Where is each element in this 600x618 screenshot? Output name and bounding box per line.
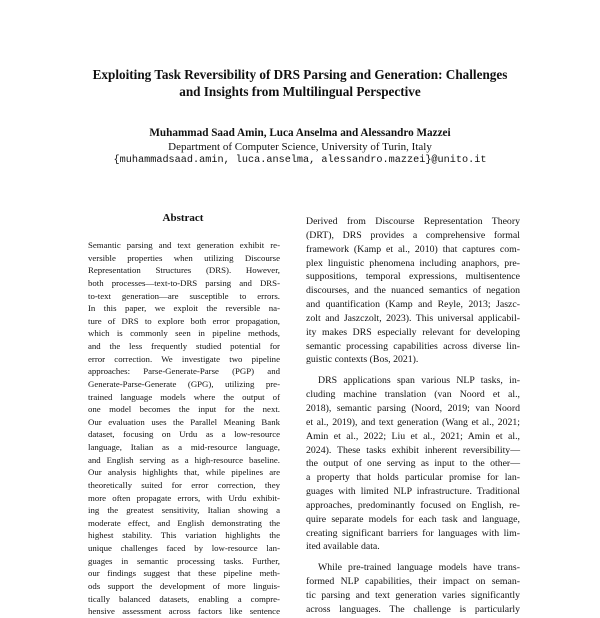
body-line: tic parsing and text generation varies significantly	[306, 589, 520, 601]
body-line: et al., 2019), and text generation (Wang et al., 2021;	[306, 416, 520, 428]
abstract-line: Our evaluation uses the Parallel Meaning Bank	[88, 416, 280, 427]
body-line: and quantification (Kamp and Reyle, 2013; Jaszc-	[306, 299, 520, 311]
abstract-line: Generate-Parse-Generate (GPG), utilizing pre-	[88, 378, 280, 389]
abstract-line: both processes—text-to-DRS parsing and DRS-	[88, 277, 280, 288]
body-paragraph	[306, 215, 520, 367]
body-line: 2018), semantic parsing (Noord, 2019; van Noord	[306, 402, 520, 414]
body-paragraph	[306, 374, 520, 554]
body-line: a property that holds particular promise for lan-	[306, 472, 520, 484]
author-emails: {muhammadsaad.amin, luca.anselma, alessandro.mazzei}@unito.it	[113, 155, 487, 166]
body-line: 2024). These tasks exhibit inherent reversibility—	[306, 444, 520, 456]
body-line: discourses, and the nuanced semantics of negation	[306, 285, 520, 297]
abstract-line: one model becomes the input for the next.	[88, 404, 280, 415]
abstract-line: ture of DRS to explore both error propagation,	[88, 315, 280, 326]
affiliation: Department of Computer Science, University of Turin, Italy	[168, 141, 432, 153]
body-line: ited available data.	[306, 541, 380, 553]
body-line: zolt and Jaszczolt, 2023). This universal applicabil-	[306, 312, 520, 324]
abstract-body	[88, 239, 280, 618]
abstract-line: In this paper, we exploit the reversible na-	[88, 303, 280, 314]
right-column-body	[306, 215, 520, 617]
body-line: While pre-trained language models have trans-	[318, 562, 520, 574]
body-line: quire separate models for each task and language,	[306, 513, 520, 525]
abstract-line: Representation Structures (DRS). However,	[88, 265, 280, 276]
abstract-line: ing the greatest sensitivity, Italian showing a	[88, 505, 280, 516]
abstract-line: dataset, focusing on Urdu as a low-resource	[88, 429, 280, 440]
abstract-line: moderate effect, and English demonstrating the	[88, 517, 280, 528]
body-line: creating significant barriers for languages with lim-	[306, 527, 520, 539]
body-line: formed NLP capabilities, their impact on seman-	[306, 576, 520, 588]
body-line: guages with limited NLP infrastructure. Traditional	[306, 486, 520, 498]
abstract-line: Semantic parsing and text generation exhibit re-	[88, 240, 280, 250]
body-line: across languages. The challenge is particularly	[306, 603, 520, 615]
body-line: approaches, predominantly focused on English, re-	[306, 499, 520, 511]
abstract-line: guages in semantic processing tasks. Further,	[88, 555, 280, 566]
body-line: semantic processing capabilities across diverse lin-	[306, 340, 520, 352]
abstract-heading: Abstract	[162, 212, 204, 224]
body-line: framework (Kamp et al., 2010) that captures com-	[306, 243, 520, 255]
abstract-line: approaches: Parse-Generate-Parse (PGP) and	[88, 366, 280, 377]
body-line: plex linguistic phenomena including anaphors, pre-	[306, 257, 520, 269]
abstract-line: tically balanced datasets, enabling a compre-	[88, 593, 280, 604]
body-line: guistic contexts (Bos, 2021).	[306, 354, 419, 366]
body-line: ity makes DRS especially relevant for developing	[306, 326, 520, 338]
title-line-1: Exploiting Task Reversibility of DRS Parsing and Generation: Challenges	[92, 67, 508, 82]
body-line: suppositions, temporal expressions, multisentence	[306, 271, 520, 283]
body-line: (DRT), DRS provides a comprehensive formal	[306, 229, 520, 241]
abstract-line: theoretically suited for error correction, they	[88, 479, 280, 490]
abstract-line: to-text generation—are susceptible to errors.	[88, 290, 280, 301]
body-line: the output of one serving as input to the other—	[306, 458, 520, 470]
abstract-line: error correction. We investigate two pipeline	[88, 353, 280, 364]
abstract-line: more often propagate errors, with Urdu exhibit-	[88, 492, 280, 503]
abstract-line: versible properties when utilizing Discourse	[88, 252, 280, 263]
abstract-line: language, Italian as a mid-resource language,	[88, 442, 280, 452]
title-line-2: and Insights from Multilingual Perspective	[179, 84, 421, 99]
author-list: Muhammad Saad Amin, Luca Anselma and Alessandro Mazzei	[149, 127, 451, 139]
abstract-line: and the less frequently studied potential for	[88, 341, 280, 351]
paper-title	[60, 66, 540, 100]
abstract-line: hensive assessment across factors like sentence	[88, 606, 280, 617]
abstract-line: which is commonly seen in pipeline methods,	[88, 328, 280, 339]
abstract-line: unique challenges faced by low-resource lan-	[88, 543, 280, 553]
abstract-line: trained language models where the output of	[88, 391, 280, 402]
abstract-line: ods support the development of more linguis-	[88, 580, 280, 591]
abstract-line: highest stability. This variation highlights the	[88, 530, 280, 541]
body-line: Amin et al., 2022; Liu et al., 2021; Amin et al.,	[306, 430, 520, 442]
abstract-line: Our analysis highlights that, while pipelines are	[88, 467, 280, 478]
abstract-line: our findings suggest that these pipeline meth-	[88, 568, 280, 579]
body-paragraph	[306, 561, 520, 616]
body-line: Derived from Discourse Representation Theory	[306, 216, 520, 227]
body-line: DRS applications span various NLP tasks, in-	[318, 375, 520, 387]
abstract-line: and English serving as a high-resource baseline.	[88, 454, 280, 465]
body-line: cluding machine translation (van Noord et al.,	[306, 389, 520, 401]
